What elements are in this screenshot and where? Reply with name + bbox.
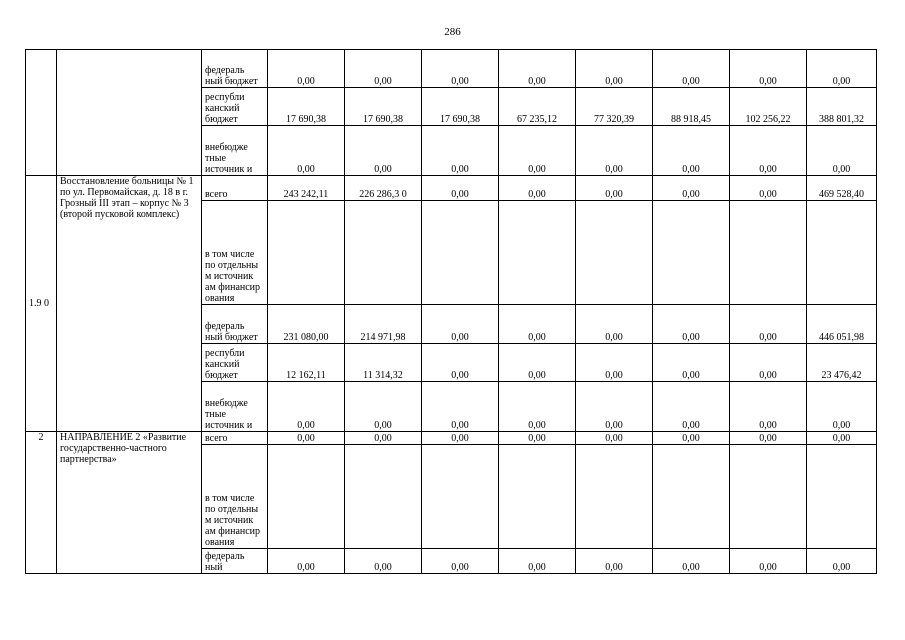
value-cell [807,201,877,305]
value-cell: 388 801,32 [807,88,877,126]
value-cell: 0,00 [422,382,499,432]
value-cell: 0,00 [422,126,499,176]
value-cell: 0,00 [653,344,730,382]
funding-source-cell: внебюдже тные источник и [202,382,268,432]
value-cell: 11 314,32 [345,344,422,382]
funding-source-cell: федераль ный [202,549,268,574]
item-name-cell: НАПРАВЛЕНИЕ 2 «Развитие государственно-частного партнерства» [57,432,202,574]
item-number-cell: 1.9 0 [26,176,57,432]
value-cell: 0,00 [653,305,730,344]
value-cell: 0,00 [730,344,807,382]
value-cell: 0,00 [730,432,807,445]
value-cell [499,201,576,305]
value-cell: 0,00 [268,50,345,88]
item-name-cell [57,50,202,176]
value-cell [576,201,653,305]
value-cell: 0,00 [345,432,422,445]
value-cell: 0,00 [499,432,576,445]
funding-source-cell: республи канский бюджет [202,344,268,382]
funding-source-cell: в том числе по отдельны м источник ам финансир ования [202,445,268,549]
value-cell: 67 235,12 [499,88,576,126]
value-cell: 0,00 [268,382,345,432]
value-cell: 0,00 [422,344,499,382]
value-cell: 0,00 [422,549,499,574]
value-cell: 17 690,38 [268,88,345,126]
value-cell: 0,00 [499,50,576,88]
value-cell [345,445,422,549]
value-cell: 0,00 [653,432,730,445]
value-cell: 0,00 [268,432,345,445]
value-cell: 0,00 [807,50,877,88]
value-cell: 226 286,3 0 [345,176,422,201]
table-row [26,176,877,201]
value-cell: 0,00 [268,126,345,176]
value-cell: 0,00 [807,432,877,445]
value-cell: 0,00 [576,305,653,344]
value-cell [268,445,345,549]
value-cell [807,445,877,549]
value-cell: 0,00 [499,126,576,176]
value-cell [422,201,499,305]
value-cell: 469 528,40 [807,176,877,201]
value-cell: 0,00 [499,305,576,344]
funding-source-cell: федераль ный бюджет [202,305,268,344]
value-cell: 0,00 [653,382,730,432]
value-cell: 0,00 [653,50,730,88]
table-row [26,432,877,445]
value-cell [653,201,730,305]
value-cell: 243 242,11 [268,176,345,201]
value-cell: 0,00 [576,382,653,432]
value-cell: 0,00 [730,549,807,574]
value-cell: 0,00 [807,382,877,432]
value-cell [576,445,653,549]
value-cell: 0,00 [422,176,499,201]
value-cell [499,445,576,549]
value-cell: 0,00 [576,176,653,201]
value-cell: 102 256,22 [730,88,807,126]
funding-source-cell: всего [202,176,268,201]
value-cell: 446 051,98 [807,305,877,344]
value-cell: 0,00 [576,126,653,176]
value-cell [268,201,345,305]
value-cell: 17 690,38 [422,88,499,126]
item-name-cell: Восстановление больницы № 1 по ул. Первомайская, д. 18 в г. Грозный III этап – корпус № 3 (второй пусковой комплекс) [57,176,202,432]
value-cell: 23 476,42 [807,344,877,382]
value-cell: 0,00 [499,549,576,574]
value-cell [422,445,499,549]
value-cell [730,445,807,549]
value-cell [730,201,807,305]
value-cell: 0,00 [345,126,422,176]
value-cell: 0,00 [345,382,422,432]
budget-table [25,49,877,574]
value-cell: 0,00 [345,549,422,574]
value-cell: 0,00 [730,126,807,176]
funding-source-cell: всего [202,432,268,445]
value-cell: 0,00 [653,549,730,574]
item-number-cell: 2 [26,432,57,574]
funding-source-cell: республи канский бюджет [202,88,268,126]
value-cell: 0,00 [653,126,730,176]
item-number-cell [26,50,57,176]
value-cell: 77 320,39 [576,88,653,126]
value-cell: 0,00 [576,344,653,382]
value-cell: 0,00 [807,549,877,574]
value-cell: 0,00 [730,382,807,432]
value-cell: 12 162,11 [268,344,345,382]
value-cell [653,445,730,549]
value-cell: 0,00 [422,305,499,344]
value-cell: 0,00 [576,432,653,445]
value-cell: 0,00 [499,344,576,382]
funding-source-cell: в том числе по отдельны м источник ам финансир ования [202,201,268,305]
funding-source-cell: внебюдже тные источник и [202,126,268,176]
value-cell: 0,00 [807,126,877,176]
value-cell: 0,00 [730,176,807,201]
value-cell: 0,00 [730,305,807,344]
value-cell: 0,00 [345,50,422,88]
value-cell: 0,00 [422,432,499,445]
value-cell: 17 690,38 [345,88,422,126]
value-cell: 0,00 [576,549,653,574]
value-cell: 0,00 [268,549,345,574]
value-cell: 0,00 [730,50,807,88]
funding-source-cell: федераль ный бюджет [202,50,268,88]
value-cell [345,201,422,305]
value-cell: 214 971,98 [345,305,422,344]
value-cell: 0,00 [499,382,576,432]
value-cell: 0,00 [422,50,499,88]
value-cell: 0,00 [499,176,576,201]
value-cell: 0,00 [653,176,730,201]
value-cell: 88 918,45 [653,88,730,126]
value-cell: 0,00 [576,50,653,88]
page-number: 286 [444,26,461,38]
table-row [26,50,877,88]
value-cell: 231 080,00 [268,305,345,344]
